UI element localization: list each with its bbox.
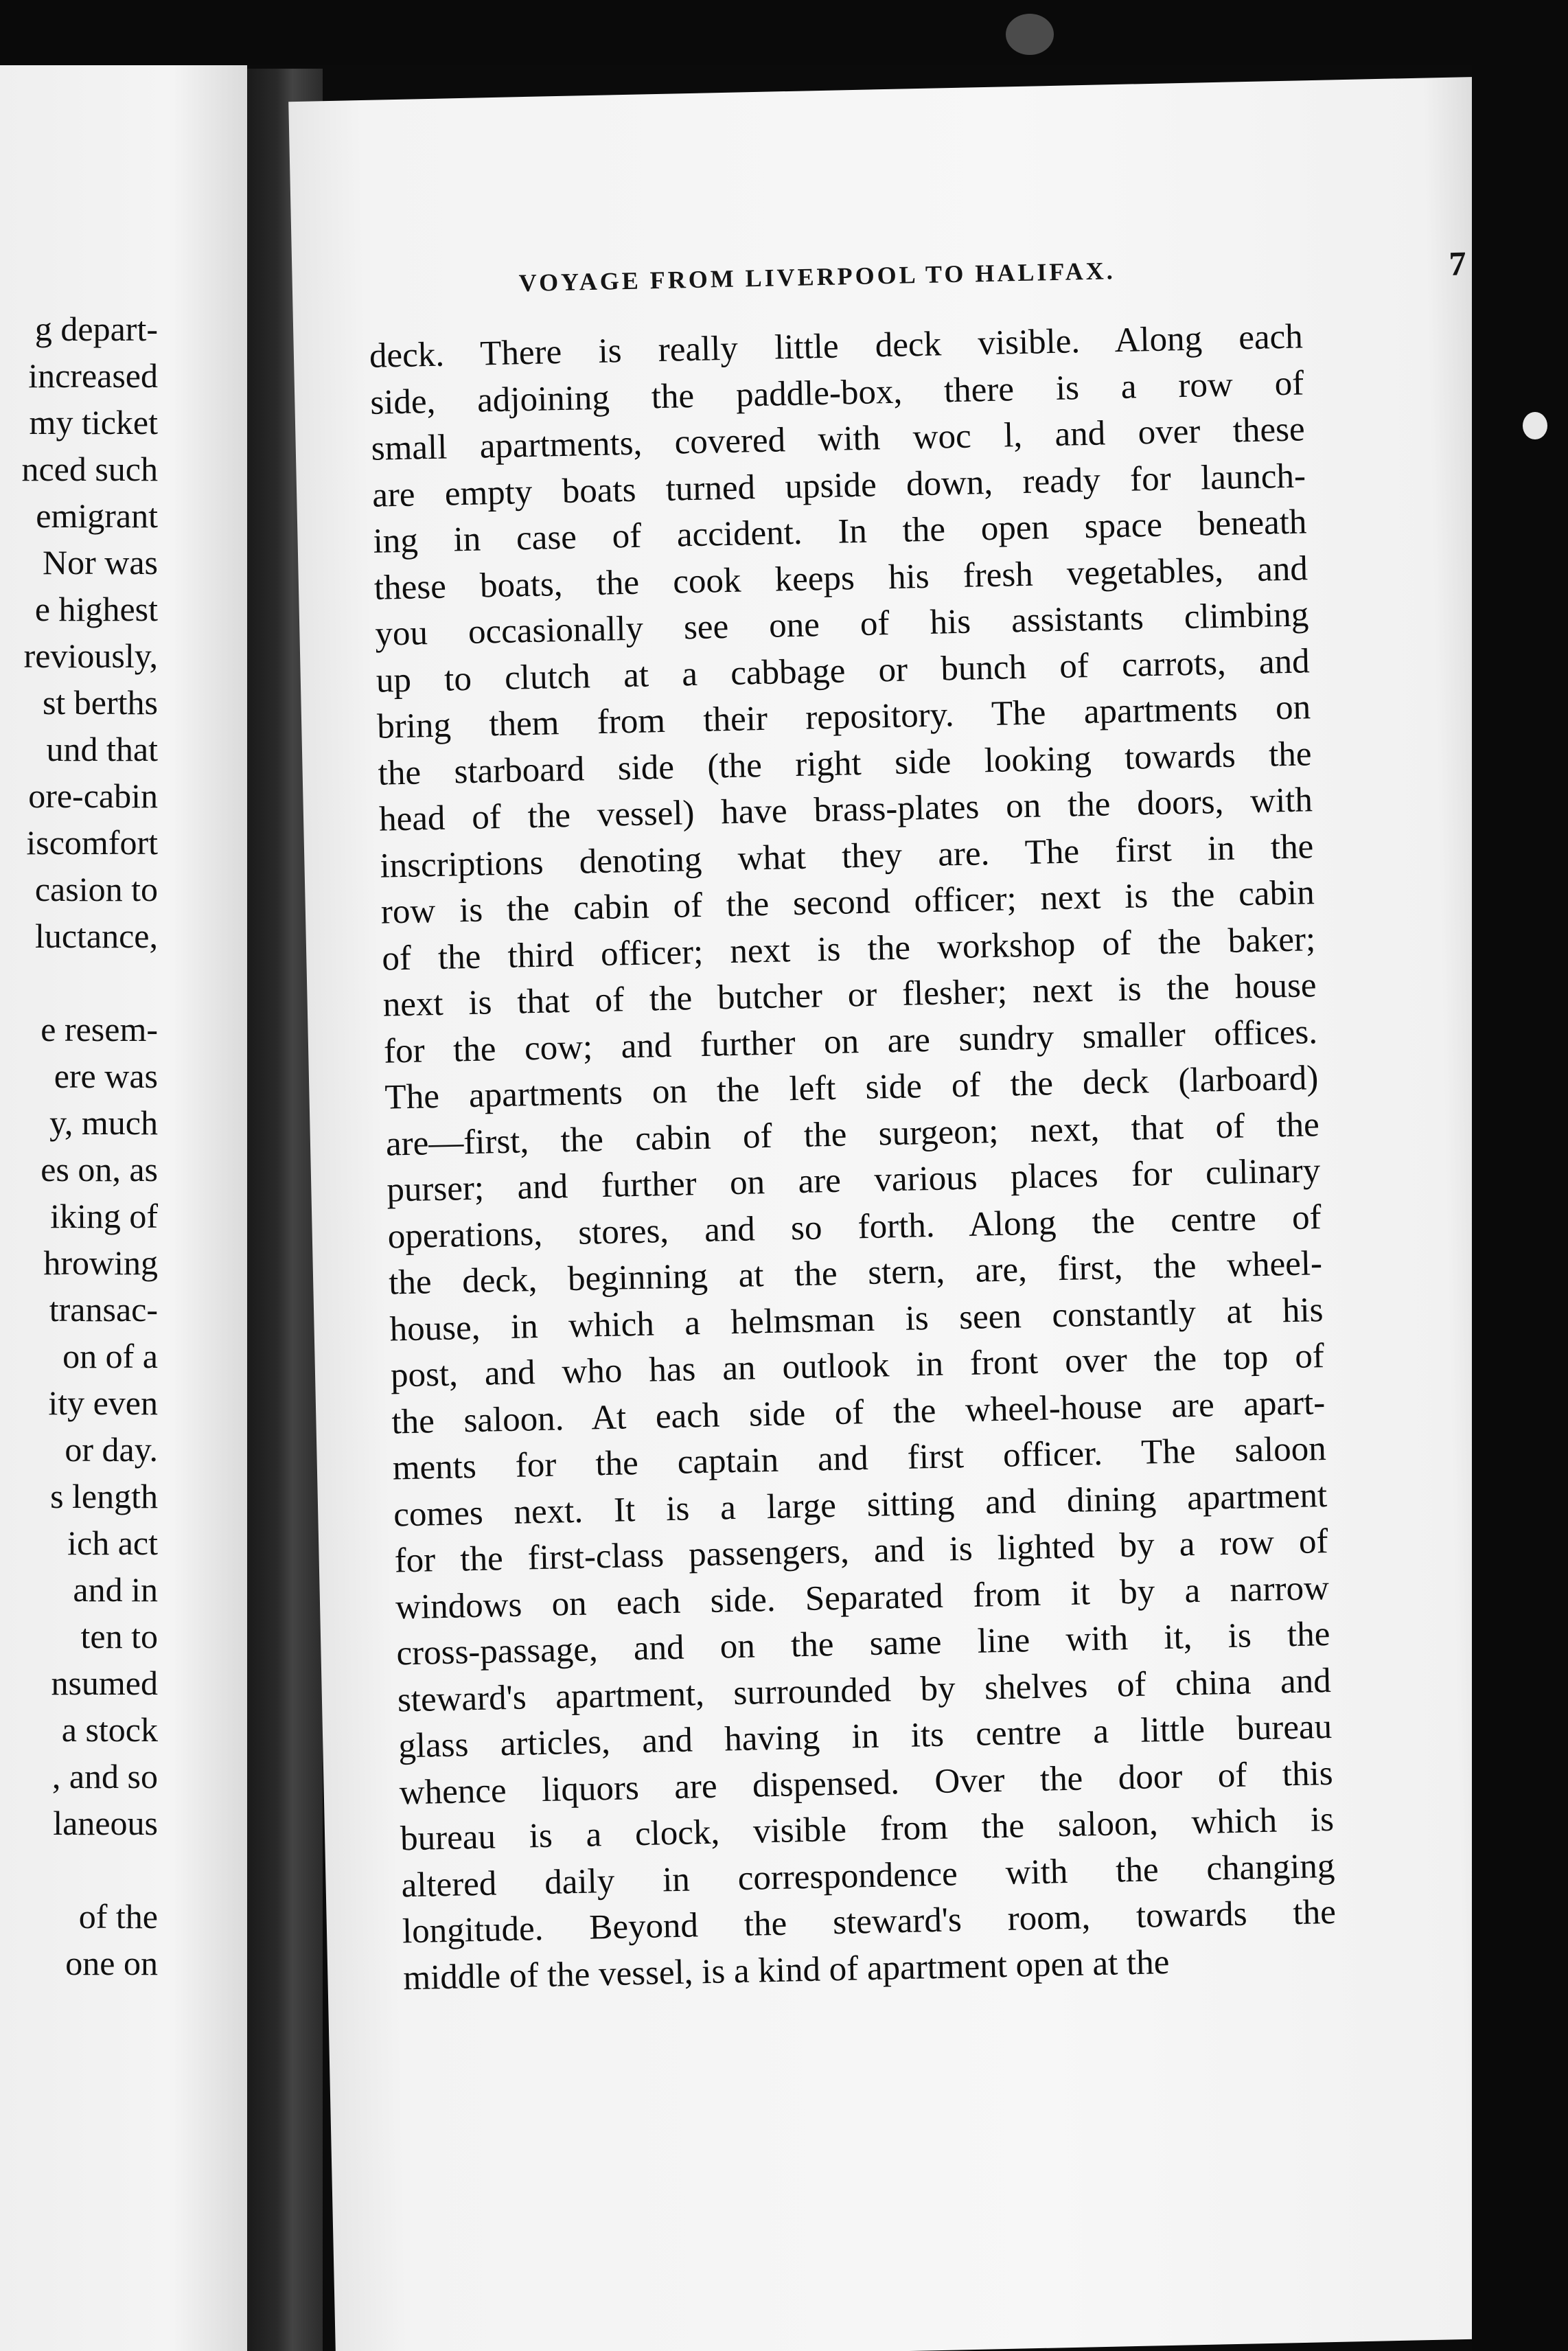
left-page-line: , and so bbox=[51, 1757, 158, 1796]
body-line: longitude. Beyond the steward's room, towards the bbox=[402, 1892, 1337, 1951]
left-page-line: hrowing bbox=[43, 1243, 158, 1282]
scan-top-border bbox=[0, 0, 1568, 65]
running-head-title: VOYAGE FROM LIVERPOOL TO HALIFAX. bbox=[518, 257, 1116, 297]
left-page-line: one on bbox=[65, 1944, 158, 1982]
body-line: steward's apartment, surrounded by shelves of china and bbox=[397, 1661, 1332, 1719]
left-page-blank-line bbox=[0, 959, 158, 1006]
right-page bbox=[288, 77, 1530, 2351]
left-page-line: ten to bbox=[80, 1617, 158, 1655]
body-line: comes next. It is a large sitting and dining apartment bbox=[393, 1476, 1328, 1534]
body-line: next is that of the butcher or flesher; next is the house bbox=[382, 966, 1317, 1024]
body-line: the deck, beginning at the stern, are, first, the wheel- bbox=[388, 1244, 1323, 1303]
body-line: row is the cabin of the second officer; next is the cabin bbox=[380, 873, 1315, 932]
body-line: cross-passage, and on the same line with it, is the bbox=[395, 1614, 1330, 1673]
left-page-line: iking of bbox=[50, 1197, 158, 1235]
left-page-line: ich act bbox=[67, 1524, 158, 1562]
body-line: ing in case of accident. In the open space beneath bbox=[373, 503, 1307, 561]
left-page-line: nsumed bbox=[51, 1664, 158, 1702]
body-line: bring them from their repository. The apartments on bbox=[376, 688, 1311, 746]
left-page-line: reviously, bbox=[23, 637, 158, 675]
body-line: are empty boats turned upside down, ready for launch- bbox=[371, 456, 1306, 515]
body-line: ments for the captain and first officer. The saloon bbox=[392, 1430, 1327, 1488]
left-page-line: or day. bbox=[65, 1430, 158, 1469]
body-line: whence liquors are dispensed. Over the door of this bbox=[399, 1754, 1334, 1812]
left-page-line: a stock bbox=[61, 1710, 158, 1749]
left-page-line: iscomfort bbox=[26, 823, 158, 862]
page-body-text bbox=[369, 314, 1337, 2002]
running-head bbox=[518, 244, 1467, 297]
body-line: middle of the vessel, is a kind of apartment open at the bbox=[402, 1942, 1170, 1997]
body-line: of the third officer; next is the workshop of the baker; bbox=[381, 919, 1316, 978]
left-page-line: ere was bbox=[54, 1057, 158, 1095]
body-line: for the cow; and further on are sundry smaller offices. bbox=[383, 1012, 1318, 1071]
body-line: The apartments on the left side of the deck (larboard) bbox=[384, 1059, 1319, 1117]
left-page-line: transac- bbox=[49, 1290, 158, 1329]
left-page-line: y, much bbox=[49, 1103, 158, 1142]
left-page-line: my ticket bbox=[29, 403, 158, 441]
body-line: the saloon. At each side of the wheel-house are apart- bbox=[391, 1383, 1326, 1441]
left-page-line: casion to bbox=[34, 870, 158, 908]
body-line: small apartments, covered with woc l, and over these bbox=[371, 410, 1306, 468]
left-page-line: e resem- bbox=[41, 1010, 158, 1048]
body-line: you occasionally see one of his assistants climbing bbox=[374, 595, 1309, 654]
body-line: for the first-class passengers, and is lighted by a row of bbox=[394, 1522, 1329, 1581]
body-line: purser; and further on are various places for culinary bbox=[386, 1151, 1321, 1210]
scan-speck bbox=[1006, 14, 1054, 55]
body-line: operations, stores, and so forth. Along the centre of bbox=[387, 1197, 1322, 1257]
scan-speck bbox=[1523, 412, 1547, 439]
left-page-line: emigrant bbox=[36, 496, 158, 535]
scan-right-border bbox=[1472, 0, 1568, 2351]
body-line: bureau is a clock, visible from the saloon, which is bbox=[400, 1800, 1335, 1859]
left-page-line: luctance, bbox=[34, 917, 158, 955]
left-page-line: and in bbox=[73, 1570, 158, 1609]
left-page-line: of the bbox=[78, 1897, 158, 1936]
left-page-line: st berths bbox=[42, 683, 158, 722]
body-line: up to clutch at a cabbage or bunch of carrots, and bbox=[376, 641, 1311, 700]
body-line: inscriptions denoting what they are. The first in the bbox=[379, 827, 1314, 886]
left-page-line: e highest bbox=[34, 590, 158, 628]
body-line: deck. There is really little deck visible. Along each bbox=[369, 317, 1304, 376]
body-line: glass articles, and having in its centre a little bureau bbox=[397, 1707, 1333, 1766]
left-page-text bbox=[0, 306, 158, 1986]
left-page-line: s length bbox=[50, 1477, 158, 1515]
left-page-line: ity even bbox=[48, 1384, 158, 1422]
left-page-line: ore-cabin bbox=[28, 777, 158, 815]
body-line: house, in which a helmsman is seen constantly at his bbox=[389, 1290, 1324, 1349]
left-page-line: es on, as bbox=[41, 1150, 158, 1189]
body-line: these boats, the cook keeps his fresh vegetables, and bbox=[373, 549, 1308, 608]
left-page-line: increased bbox=[28, 356, 158, 395]
left-page-line: g depart- bbox=[34, 310, 158, 348]
page-number: 7 bbox=[1448, 244, 1467, 283]
left-page-fragment bbox=[0, 65, 247, 2351]
left-page-line: Nor was bbox=[42, 543, 158, 582]
left-page-line: und that bbox=[46, 730, 158, 768]
left-page-line: on of a bbox=[62, 1337, 158, 1375]
left-page-line: laneous bbox=[53, 1804, 158, 1842]
body-line: the starboard side (the right side looking towards the bbox=[378, 734, 1312, 793]
body-line: head of the vessel) have brass-plates on the doors, with bbox=[378, 781, 1313, 839]
body-line: post, and who has an outlook in front over the top of bbox=[390, 1337, 1325, 1395]
left-page-blank-line bbox=[0, 1846, 158, 1893]
body-line: are—first, the cabin of the surgeon; next, that of the bbox=[385, 1105, 1320, 1164]
body-line: altered daily in correspondence with the changing bbox=[401, 1846, 1335, 1905]
body-line: side, adjoining the paddle-box, there is a row of bbox=[369, 363, 1304, 422]
left-page-line: nced such bbox=[21, 450, 158, 488]
body-line: windows on each side. Separated from it by a narrow bbox=[395, 1568, 1330, 1627]
